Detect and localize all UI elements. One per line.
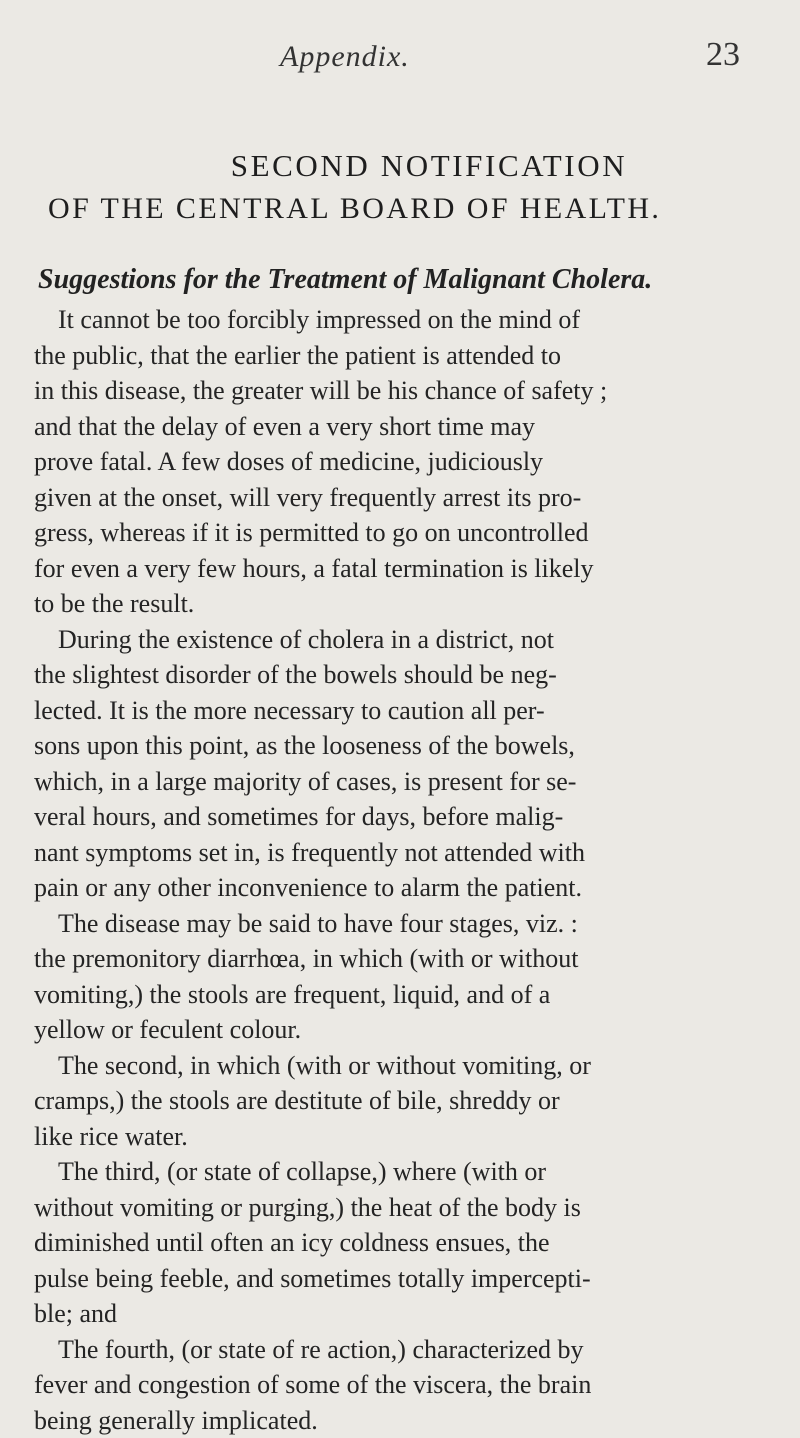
text-line: fever and congestion of some of the viscera, the brain	[34, 1367, 774, 1403]
text-line: During the existence of cholera in a district, not	[34, 622, 774, 658]
text-line: the slightest disorder of the bowels should be neg-	[34, 657, 774, 693]
text-line: cramps,) the stools are destitute of bile, shreddy or	[34, 1083, 774, 1119]
text-line: to be the result.	[34, 586, 774, 622]
text-line: prove fatal. A few doses of medicine, judiciously	[34, 444, 774, 480]
text-line: yellow or feculent colour.	[34, 1012, 774, 1048]
text-line: The disease may be said to have four stages, viz. :	[34, 906, 774, 942]
text-line: which, in a large majority of cases, is present for se-	[34, 764, 774, 800]
text-line: lected. It is the more necessary to caution all per-	[34, 693, 774, 729]
text-line: the premonitory diarrhœa, in which (with or without	[34, 941, 774, 977]
heading-line-1: SECOND NOTIFICATION	[0, 148, 800, 184]
text-line: without vomiting or purging,) the heat of the body is	[34, 1190, 774, 1226]
text-line: ble; and	[34, 1296, 774, 1332]
text-line: The fourth, (or state of re action,) characterized by	[34, 1332, 774, 1368]
text-line: sons upon this point, as the looseness of the bowels,	[34, 728, 774, 764]
text-line: nant symptoms set in, is frequently not attended with	[34, 835, 774, 871]
text-line: The second, in which (with or without vomiting, or	[34, 1048, 774, 1084]
body-text	[34, 302, 774, 1438]
heading-line-2: OF THE CENTRAL BOARD OF HEALTH.	[48, 192, 768, 226]
text-line: It cannot be too forcibly impressed on the mind of	[34, 302, 774, 338]
text-line: diminished until often an icy coldness ensues, the	[34, 1225, 774, 1261]
subtitle: Suggestions for the Treatment of Malignant Cholera.	[38, 264, 768, 296]
text-line: gress, whereas if it is permitted to go on uncontrolled	[34, 515, 774, 551]
text-line: in this disease, the greater will be his chance of safety ;	[34, 373, 774, 409]
text-line: The third, (or state of collapse,) where (with or	[34, 1154, 774, 1190]
text-line: pain or any other inconvenience to alarm the patient.	[34, 870, 774, 906]
page-number: 23	[706, 36, 740, 74]
text-line: vomiting,) the stools are frequent, liquid, and of a	[34, 977, 774, 1013]
text-line: pulse being feeble, and sometimes totally impercepti-	[34, 1261, 774, 1297]
text-line: the public, that the earlier the patient is attended to	[34, 338, 774, 374]
text-line: being generally implicated.	[34, 1403, 774, 1438]
text-line: given at the onset, will very frequently arrest its pro-	[34, 480, 774, 516]
text-line: and that the delay of even a very short time may	[34, 409, 774, 445]
text-line: like rice water.	[34, 1119, 774, 1155]
text-line: veral hours, and sometimes for days, before malig-	[34, 799, 774, 835]
text-line: for even a very few hours, a fatal termination is likely	[34, 551, 774, 587]
running-title: Appendix.	[280, 40, 410, 74]
